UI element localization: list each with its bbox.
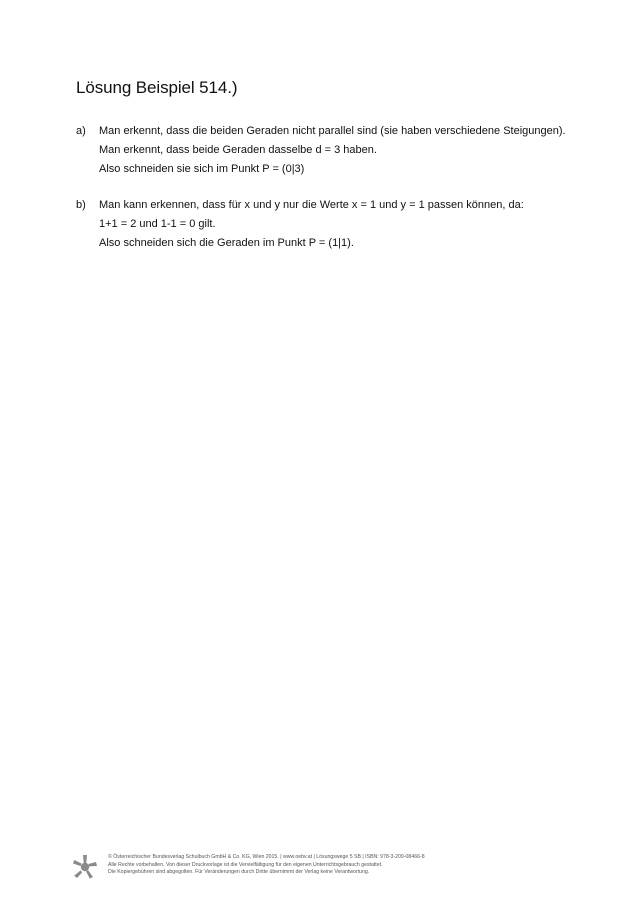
page-footer bbox=[72, 852, 612, 882]
oebv-star-logo-icon bbox=[72, 853, 98, 879]
task-label: b) bbox=[76, 199, 86, 211]
task-line: 1+1 = 2 und 1-1 = 0 gilt. bbox=[99, 218, 216, 230]
task-label: a) bbox=[76, 125, 86, 137]
task-line: Man erkennt, dass die beiden Geraden nicht parallel sind (sie haben verschiedene Steigungen). bbox=[99, 125, 566, 137]
task-b-text bbox=[99, 196, 619, 253]
footer-line: © Österreichischer Bundesverlag Schulbuch GmbH & Co. KG, Wien 2015. | www.oebv.at | Lösungswege 5 SB | ISBN: 978-3-209-08466-8 bbox=[108, 854, 425, 860]
footer-line: Die Kopiergebühren sind abgegolten. Für Veränderungen durch Dritte übernimmt der Verlag keine Verantwortung. bbox=[108, 869, 370, 876]
task-line: Also schneiden sich die Geraden im Punkt P = (1|1). bbox=[99, 237, 354, 249]
task-a-text bbox=[99, 122, 619, 179]
page-title: Lösung Beispiel 514.) bbox=[76, 78, 238, 97]
task-line: Man kann erkennen, dass für x und y nur die Werte x = 1 und y = 1 passen können, da: bbox=[99, 199, 524, 211]
copyright-notice bbox=[108, 854, 608, 877]
task-line: Also schneiden sie sich im Punkt P = (0|3) bbox=[99, 163, 305, 175]
task-line: Man erkennt, dass beide Geraden dasselbe d = 3 haben. bbox=[99, 144, 377, 156]
footer-line: Alle Rechte vorbehalten. Von dieser Druckvorlage ist die Vervielfältigung für den eigenen Unterrichtsgebrauch gestattet. bbox=[108, 861, 383, 868]
